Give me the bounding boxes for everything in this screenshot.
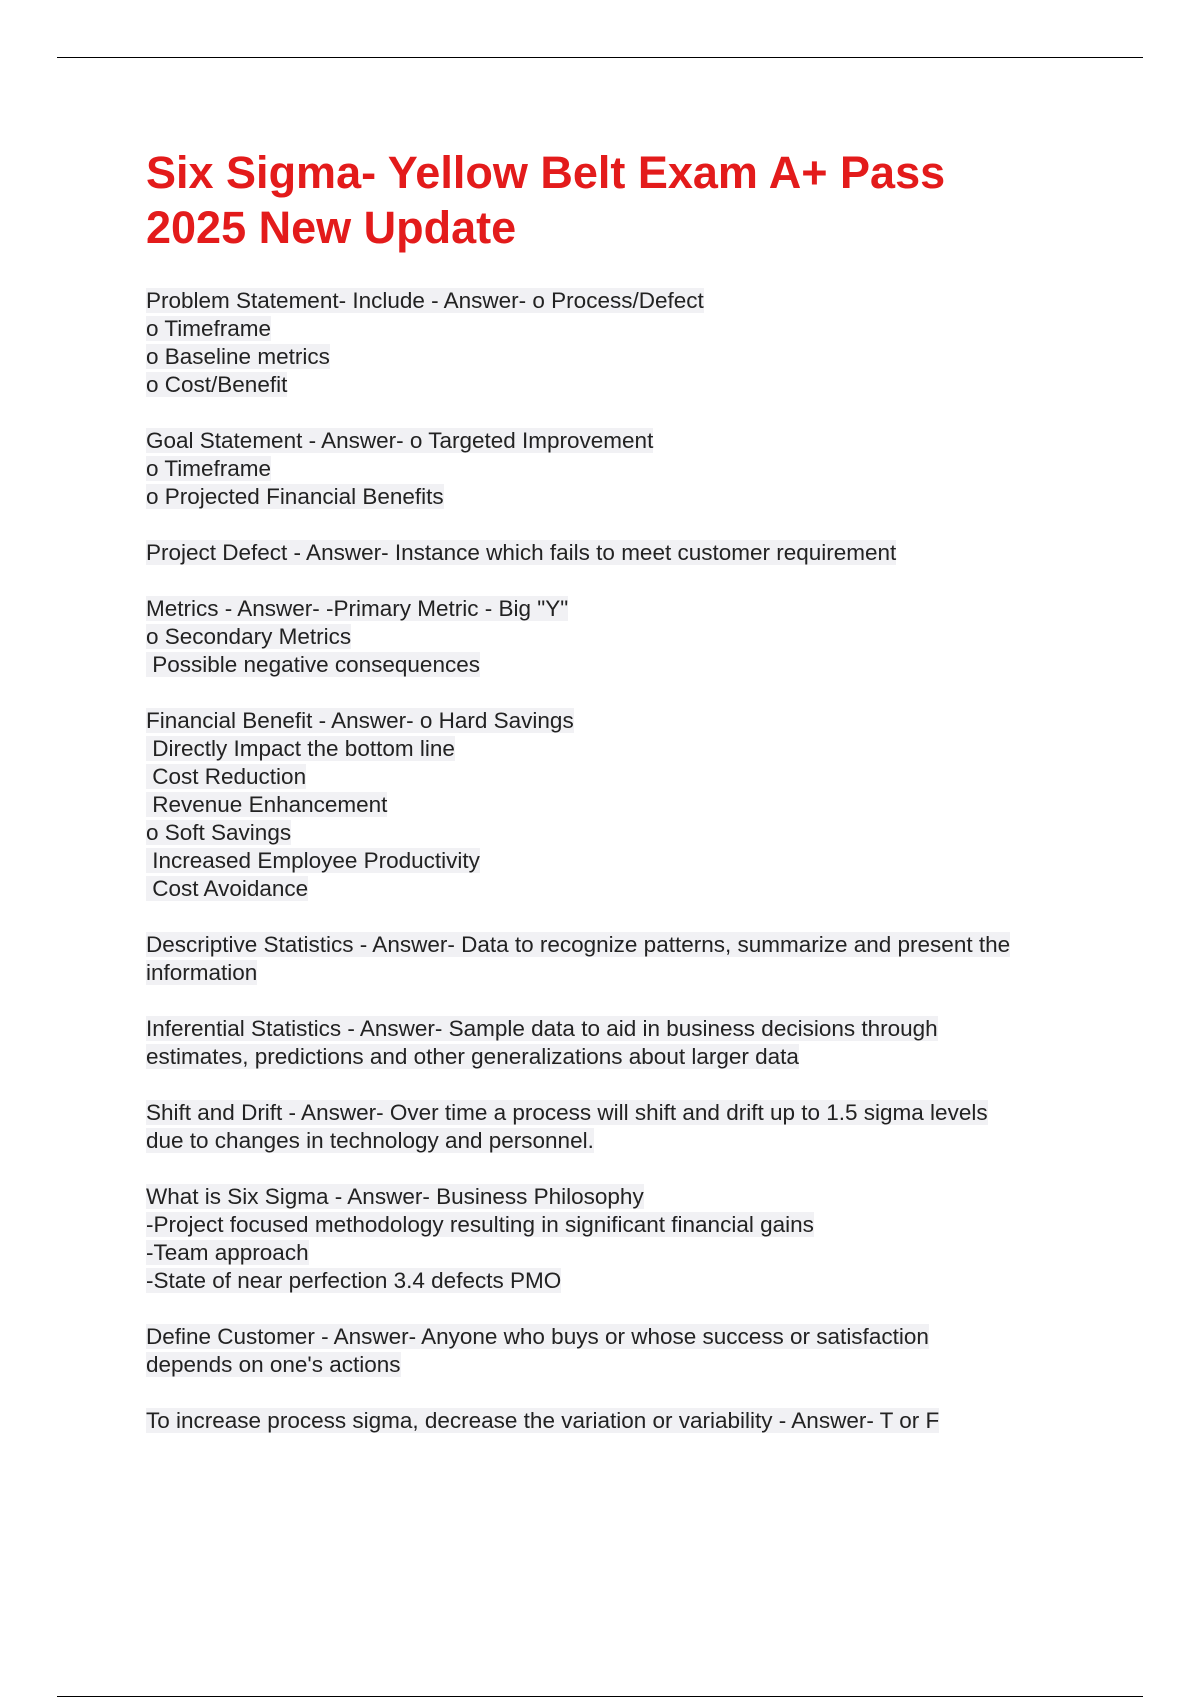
qa-entry — [146, 931, 1086, 987]
qa-line-text: Problem Statement- Include - Answer- o Process/Defect — [146, 288, 704, 313]
qa-line-text: Directly Impact the bottom line — [146, 736, 455, 761]
qa-line-text: -Project focused methodology resulting in significant financial gains — [146, 1212, 814, 1237]
qa-entry-line — [146, 343, 1086, 371]
document-body — [146, 145, 1086, 1463]
qa-entry-line — [146, 1127, 1086, 1155]
qa-entry-line — [146, 791, 1086, 819]
qa-entry-line — [146, 1211, 1086, 1239]
qa-entry — [146, 1183, 1086, 1295]
qa-entry — [146, 1015, 1086, 1071]
qa-entry — [146, 1407, 1086, 1435]
qa-entry-line — [146, 1239, 1086, 1267]
qa-entry-line — [146, 763, 1086, 791]
qa-line-text: Metrics - Answer- -Primary Metric - Big "Y" — [146, 596, 569, 621]
qa-line-text: Descriptive Statistics - Answer- Data to recognize patterns, summarize and present the — [146, 932, 1011, 957]
qa-entry-line — [146, 735, 1086, 763]
qa-entry-question — [146, 1015, 1086, 1043]
qa-line-text: -Team approach — [146, 1240, 309, 1265]
qa-entry — [146, 427, 1086, 511]
qa-entry-question — [146, 1323, 1086, 1351]
qa-line-text: Increased Employee Productivity — [146, 848, 480, 873]
qa-line-text: o Secondary Metrics — [146, 624, 352, 649]
qa-entry-line — [146, 315, 1086, 343]
qa-line-text: o Projected Financial Benefits — [146, 484, 444, 509]
qa-entry-line — [146, 483, 1086, 511]
qa-entry-line — [146, 875, 1086, 903]
qa-list — [146, 287, 1086, 1435]
qa-entry-line — [146, 651, 1086, 679]
bottom-rule — [57, 1696, 1143, 1697]
qa-entry — [146, 595, 1086, 679]
qa-line-text: Project Defect - Answer- Instance which fails to meet customer requirement — [146, 540, 897, 565]
qa-entry-line — [146, 455, 1086, 483]
qa-entry-question — [146, 1099, 1086, 1127]
document-title — [146, 145, 1086, 255]
top-rule — [57, 57, 1143, 58]
qa-entry-question — [146, 1183, 1086, 1211]
qa-entry — [146, 1323, 1086, 1379]
qa-entry-question — [146, 539, 1086, 567]
qa-entry-line — [146, 623, 1086, 651]
title-line: 2025 New Update — [146, 202, 517, 253]
qa-entry-line — [146, 1043, 1086, 1071]
qa-line-text: Cost Reduction — [146, 764, 307, 789]
qa-line-text: o Cost/Benefit — [146, 372, 288, 397]
qa-line-text: Shift and Drift - Answer- Over time a process will shift and drift up to 1.5 sigma levels — [146, 1100, 988, 1125]
qa-entry — [146, 1099, 1086, 1155]
qa-entry-line — [146, 1267, 1086, 1295]
qa-line-text: o Baseline metrics — [146, 344, 330, 369]
qa-line-text: Inferential Statistics - Answer- Sample data to aid in business decisions through — [146, 1016, 938, 1041]
qa-entry-question — [146, 1407, 1086, 1435]
qa-entry-question — [146, 931, 1086, 959]
qa-line-text: To increase process sigma, decrease the variation or variability - Answer- T or F — [146, 1408, 940, 1433]
qa-line-text: depends on one's actions — [146, 1352, 401, 1377]
qa-line-text: Cost Avoidance — [146, 876, 309, 901]
qa-entry-line — [146, 959, 1086, 987]
qa-entry-question — [146, 287, 1086, 315]
qa-entry-line — [146, 819, 1086, 847]
qa-entry-question — [146, 595, 1086, 623]
qa-line-text: o Soft Savings — [146, 820, 292, 845]
qa-line-text: Revenue Enhancement — [146, 792, 388, 817]
qa-line-text: Goal Statement - Answer- o Targeted Improvement — [146, 428, 654, 453]
qa-line-text: estimates, predictions and other generalizations about larger data — [146, 1044, 799, 1069]
qa-line-text: o Timeframe — [146, 316, 272, 341]
qa-entry-question — [146, 707, 1086, 735]
qa-entry-line — [146, 847, 1086, 875]
qa-entry — [146, 539, 1086, 567]
qa-line-text: What is Six Sigma - Answer- Business Philosophy — [146, 1184, 644, 1209]
qa-line-text: due to changes in technology and personnel. — [146, 1128, 594, 1153]
qa-line-text: Possible negative consequences — [146, 652, 480, 677]
qa-line-text: information — [146, 960, 258, 985]
qa-entry — [146, 707, 1086, 903]
title-line: Six Sigma- Yellow Belt Exam A+ Pass — [146, 147, 946, 198]
qa-line-text: -State of near perfection 3.4 defects PMO — [146, 1268, 562, 1293]
qa-entry-question — [146, 427, 1086, 455]
qa-entry-line — [146, 371, 1086, 399]
qa-entry — [146, 287, 1086, 399]
qa-line-text: Financial Benefit - Answer- o Hard Savings — [146, 708, 574, 733]
qa-entry-line — [146, 1351, 1086, 1379]
qa-line-text: Define Customer - Answer- Anyone who buys or whose success or satisfaction — [146, 1324, 929, 1349]
qa-line-text: o Timeframe — [146, 456, 272, 481]
